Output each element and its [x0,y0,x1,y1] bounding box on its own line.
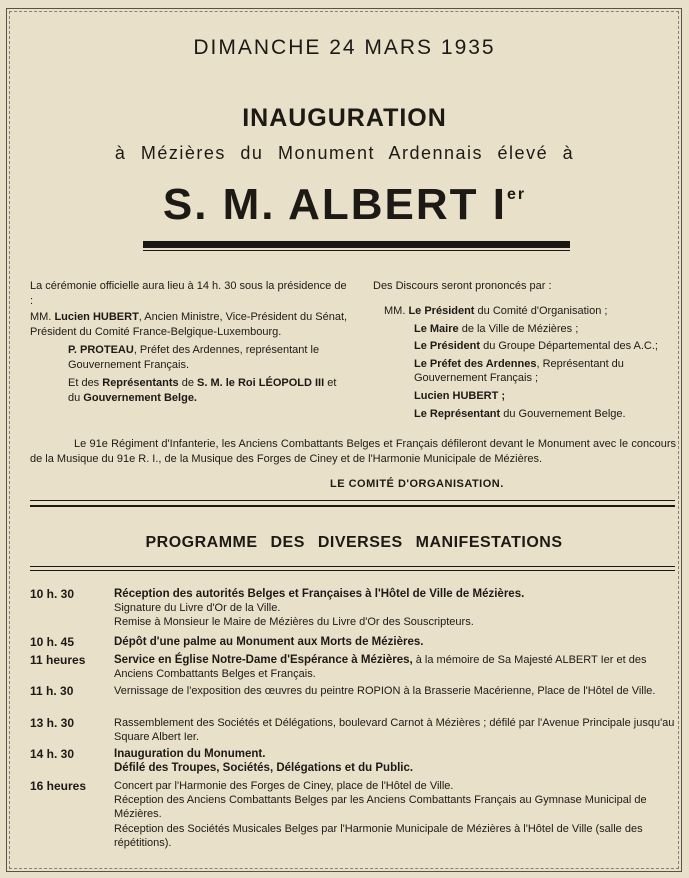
event-details [114,587,678,630]
speaker-name: Le Président [408,305,475,317]
proteau-text: , Préfet des Ardennes, représentant le Gouvernement Français. [68,344,320,371]
event-heading: Service en Église Notre-Dame d'Espérance à Mézières, [114,654,413,666]
speaker-name: Le Représentant [414,407,501,420]
parade-paragraph: Le 91e Régiment d'Infanterie, les Anciens Combattants Belges et Français défileront devant le Monument avec le concours de la Musique du 91e R. I., de la Musique des Forges de Ciney et de l'Harmonie Municipale de Mézières. [30,438,676,465]
presidency-list [30,310,350,406]
event-details [114,635,678,649]
speaker-item [384,304,684,319]
event-heading-tail: à la mémoire de Sa Majesté ALBERT Ier et des Anciens Combattants Belges et Français. [114,654,647,681]
rep-f: Gouvernement Belge. [83,391,197,404]
rep-c: de [178,377,198,390]
event-time: 10 h. 45 [30,635,75,649]
event-time: 16 heures [30,779,87,793]
divider-line [30,500,675,501]
speaker-item [384,389,684,404]
divider-line-thick [30,505,675,507]
event-line: Signature du Livre d'Or de la Ville. [114,602,281,615]
speaker-item [384,339,684,354]
speaker-role: de la Ville de Mézières ; [458,322,579,335]
event-time: 13 h. 30 [30,716,75,730]
speaker-item [384,322,684,337]
event-line: Remise à Monsieur le Maire de Mézières du Livre d'Or des Souscripteurs. [114,616,474,629]
event-time: 14 h. 30 [30,747,75,761]
speaker-role: , Représentant du Gouvernement Français ; [414,357,624,385]
proteau-entry [30,343,350,372]
event-line: Réception des Anciens Combattants Belges par les Anciens Combattants Français au Gymnase Municipal de Mézières. [114,794,647,821]
title-underline-thin [143,250,570,251]
programme-event [30,684,678,698]
title-underline-thick [143,241,570,248]
event-line: Réception des Sociétés Musicales Belges par l'Harmonie Municipale de Mézières à l'Hôtel de Ville (salle des répétitions). [114,822,643,849]
rep-a: Et des [68,377,103,390]
ceremony-intro [30,279,350,308]
speaker-role: du Comité d'Organisation ; [474,305,608,317]
king-ordinal: er [507,186,527,203]
event-details [114,653,678,681]
hubert-text: , Ancien Ministre, Vice-Président du Sénat, Président du Comité France-Belgique-Luxembourg. [30,311,348,338]
speaker-item [384,407,684,422]
event-details [114,779,678,850]
event-details [114,747,678,775]
programme-divider-2 [30,570,675,571]
programme-event [30,716,678,744]
speaker-role: du Gouvernement Belge. [500,407,626,420]
programme-event [30,587,678,630]
representatives-entry [30,376,350,405]
inauguration-title: INAUGURATION [242,104,447,132]
mm-label-right: MM. [384,305,406,317]
event-heading-tail: Rassemblement des Sociétés et Délégations, boulevard Carnot à Mézières ; défilé par l'Avenue Principale jusqu'au Square Albert Ier. [114,717,675,744]
hubert-entry [30,310,350,339]
event-heading-tail: Vernissage de l'exposition des œuvres du peintre ROPION à la Brasserie Macérienne, Place de l'Hôtel de Ville. [114,685,656,697]
hubert-name: Lucien HUBERT [54,311,139,323]
event-heading: Réception des autorités Belges et Françaises à l'Hôtel de Ville de Mézières. [114,588,525,600]
ceremony-intro-text: La cérémonie officielle aura lieu à 14 h. 30 sous la présidence de : [30,280,347,307]
speaker-name: Lucien HUBERT ; [414,389,506,402]
programme-event [30,653,678,681]
speeches-intro: Des Discours seront prononcés par : [373,280,552,292]
event-heading: Défilé des Troupes, Sociétés, Délégations et du Public. [114,762,414,775]
event-text [114,653,678,681]
event-heading-tail: Concert par l'Harmonie des Forges de Ciney, place de l'Hôtel de Ville. [114,780,454,792]
event-details [114,684,678,698]
programme-divider [30,566,675,567]
event-heading: Inauguration du Monument. [114,748,266,760]
speaker-role: du Groupe Départemental des A.C.; [480,340,658,353]
mm-label: MM. [30,311,52,323]
speaker-name: Le Président [414,340,481,353]
king-name: S. M. ALBERT I [162,180,508,229]
programme-event [30,779,678,850]
event-date: DIMANCHE 24 MARS 1935 [193,36,496,59]
event-time: 11 heures [30,653,86,667]
event-time: 11 h. 30 [30,684,74,698]
speakers-list [384,304,684,421]
speaker-name: Le Maire [414,322,459,335]
speaker-item [384,357,684,386]
speaker-name: Le Préfet des Ardennes [414,357,537,370]
event-time: 10 h. 30 [30,587,75,601]
rep-d: S. M. le Roi LÉOPOLD III [197,377,325,390]
proteau-name: P. PROTEAU [68,344,134,357]
programme-title: PROGRAMME DES DIVERSES MANIFESTATIONS [145,534,563,551]
event-details [114,716,678,744]
monument-subtitle: à Mézières du Monument Ardennais élevé à [114,143,575,163]
king-title [0,180,689,230]
rep-e: et du [68,377,337,404]
event-heading: Dépôt d'une palme au Monument aux Morts de Mézières. [114,636,424,648]
organizing-committee-signature: LE COMITÉ D'ORGANISATION. [330,478,504,490]
rep-b: Représentants [102,377,179,390]
programme-event [30,635,678,649]
programme-event [30,747,678,775]
